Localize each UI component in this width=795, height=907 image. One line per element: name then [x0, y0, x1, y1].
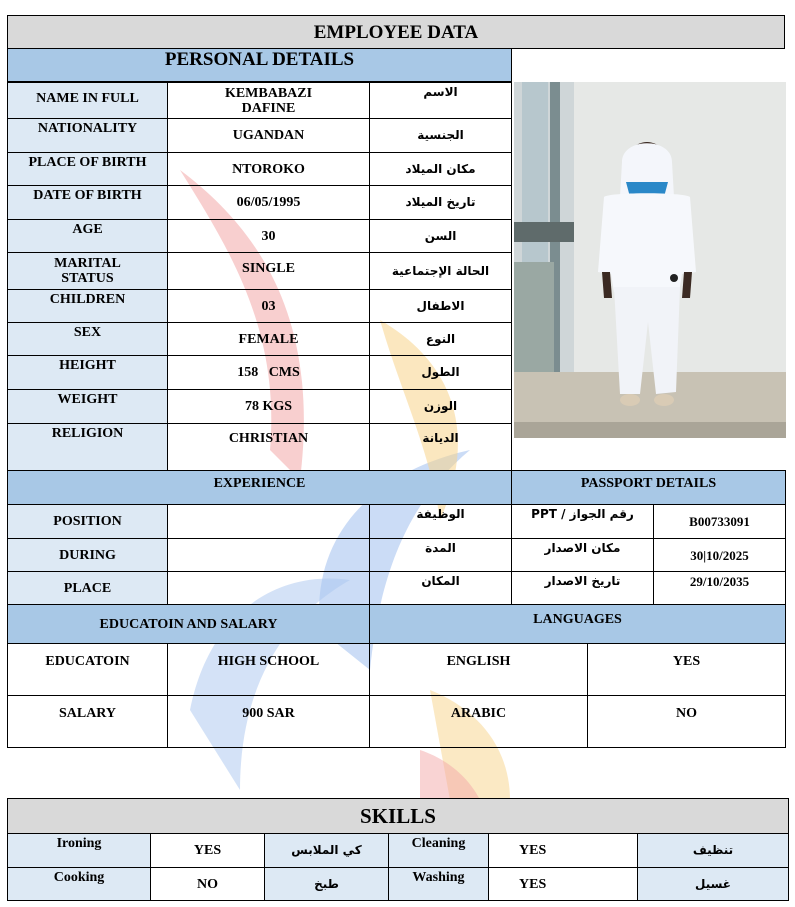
personal-details-header: PERSONAL DETAILS [7, 48, 512, 82]
place-of-birth-label: PLACE OF BIRTH [7, 152, 168, 186]
weight-value: 78 KGS [167, 389, 370, 424]
skill-cleaning-arabic: تنظيف [637, 833, 789, 868]
date-of-birth-value: 06/05/1995 [167, 185, 370, 220]
during-arabic: المدة [369, 538, 512, 572]
marital-status-value: SINGLE [167, 252, 370, 290]
issue-place-value: 30|10/2025 [653, 538, 786, 572]
age-label: AGE [7, 219, 168, 253]
sex-value: FEMALE [167, 322, 370, 356]
name-label: NAME IN FULL [7, 82, 168, 119]
position-arabic: الوظيفة [369, 504, 512, 539]
language-arabic-value: NO [587, 695, 786, 748]
religion-label: RELIGION [7, 423, 168, 471]
name-value-line2: DAFINE [241, 100, 296, 116]
height-arabic: الطول [369, 355, 512, 390]
skills-header: SKILLS [7, 798, 789, 834]
experience-header: EXPERIENCE [7, 470, 512, 505]
children-value: 03 [167, 289, 370, 323]
education-label: EDUCATOIN [7, 643, 168, 696]
age-value: 30 [167, 219, 370, 253]
height-label: HEIGHT [7, 355, 168, 390]
skill-washing-value: YES [488, 867, 638, 901]
place-value [167, 571, 370, 605]
skill-ironing-value: YES [150, 833, 265, 868]
marital-status-label [7, 252, 168, 290]
children-arabic: الاطفال [369, 289, 512, 323]
skill-washing: Washing [388, 867, 489, 901]
education-value: HIGH SCHOOL [167, 643, 370, 696]
skill-cooking-value: NO [150, 867, 265, 901]
religion-value: CHRISTIAN [167, 423, 370, 471]
place-arabic: المكان [369, 571, 512, 605]
name-arabic: الاسم [369, 82, 512, 119]
skill-cooking: Cooking [7, 867, 151, 901]
nationality-label: NATIONALITY [7, 118, 168, 153]
marital-status-label-line1: MARITAL [54, 256, 121, 271]
languages-header: LANGUAGES [369, 604, 786, 644]
position-value [167, 504, 370, 539]
language-english: ENGLISH [369, 643, 588, 696]
place-of-birth-value: NTOROKO [167, 152, 370, 186]
name-value-line1: KEMBABAZI [224, 85, 313, 101]
during-value [167, 538, 370, 572]
education-salary-header: EDUCATOIN AND SALARY [7, 604, 370, 644]
language-arabic: ARABIC [369, 695, 588, 748]
sex-arabic: النوع [369, 322, 512, 356]
issue-date-label: تاريخ الاصدار [511, 571, 654, 605]
skill-cooking-arabic: طبخ [264, 867, 389, 901]
marital-status-label-line2: STATUS [61, 271, 114, 286]
place-of-birth-arabic: مكان الميلاد [369, 152, 512, 186]
language-english-value: YES [587, 643, 786, 696]
issue-date-value: 29/10/2035 [653, 571, 786, 605]
issue-place-label: مكان الاصدار [511, 538, 654, 572]
nationality-value: UGANDAN [167, 118, 370, 153]
nationality-arabic: الجنسية [369, 118, 512, 153]
marital-status-arabic: الحالة الإجتماعية [369, 252, 512, 290]
place-label: PLACE [7, 571, 168, 605]
age-arabic: السن [369, 219, 512, 253]
during-label: DURING [7, 538, 168, 572]
name-value [167, 82, 370, 119]
salary-value: 900 SAR [167, 695, 370, 748]
height-value: 158 CMS [167, 355, 370, 390]
position-label: POSITION [7, 504, 168, 539]
date-of-birth-arabic: تاريخ الميلاد [369, 185, 512, 220]
weight-label: WEIGHT [7, 389, 168, 424]
ppt-number-value: B00733091 [653, 504, 786, 539]
skill-ironing-arabic: كي الملابس [264, 833, 389, 868]
weight-arabic: الوزن [369, 389, 512, 424]
page-title: EMPLOYEE DATA [7, 15, 785, 49]
children-label: CHILDREN [7, 289, 168, 323]
date-of-birth-label: DATE OF BIRTH [7, 185, 168, 220]
employee-photo [514, 82, 786, 438]
salary-label: SALARY [7, 695, 168, 748]
skill-washing-arabic: غسيل [637, 867, 789, 901]
sex-label: SEX [7, 322, 168, 356]
ppt-number-label: PPT / رقم الجواز [511, 504, 654, 539]
religion-arabic: الديانة [369, 423, 512, 471]
skill-cleaning: Cleaning [388, 833, 489, 868]
skill-ironing: Ironing [7, 833, 151, 868]
skill-cleaning-value: YES [488, 833, 638, 868]
passport-details-header: PASSPORT DETAILS [511, 470, 786, 505]
